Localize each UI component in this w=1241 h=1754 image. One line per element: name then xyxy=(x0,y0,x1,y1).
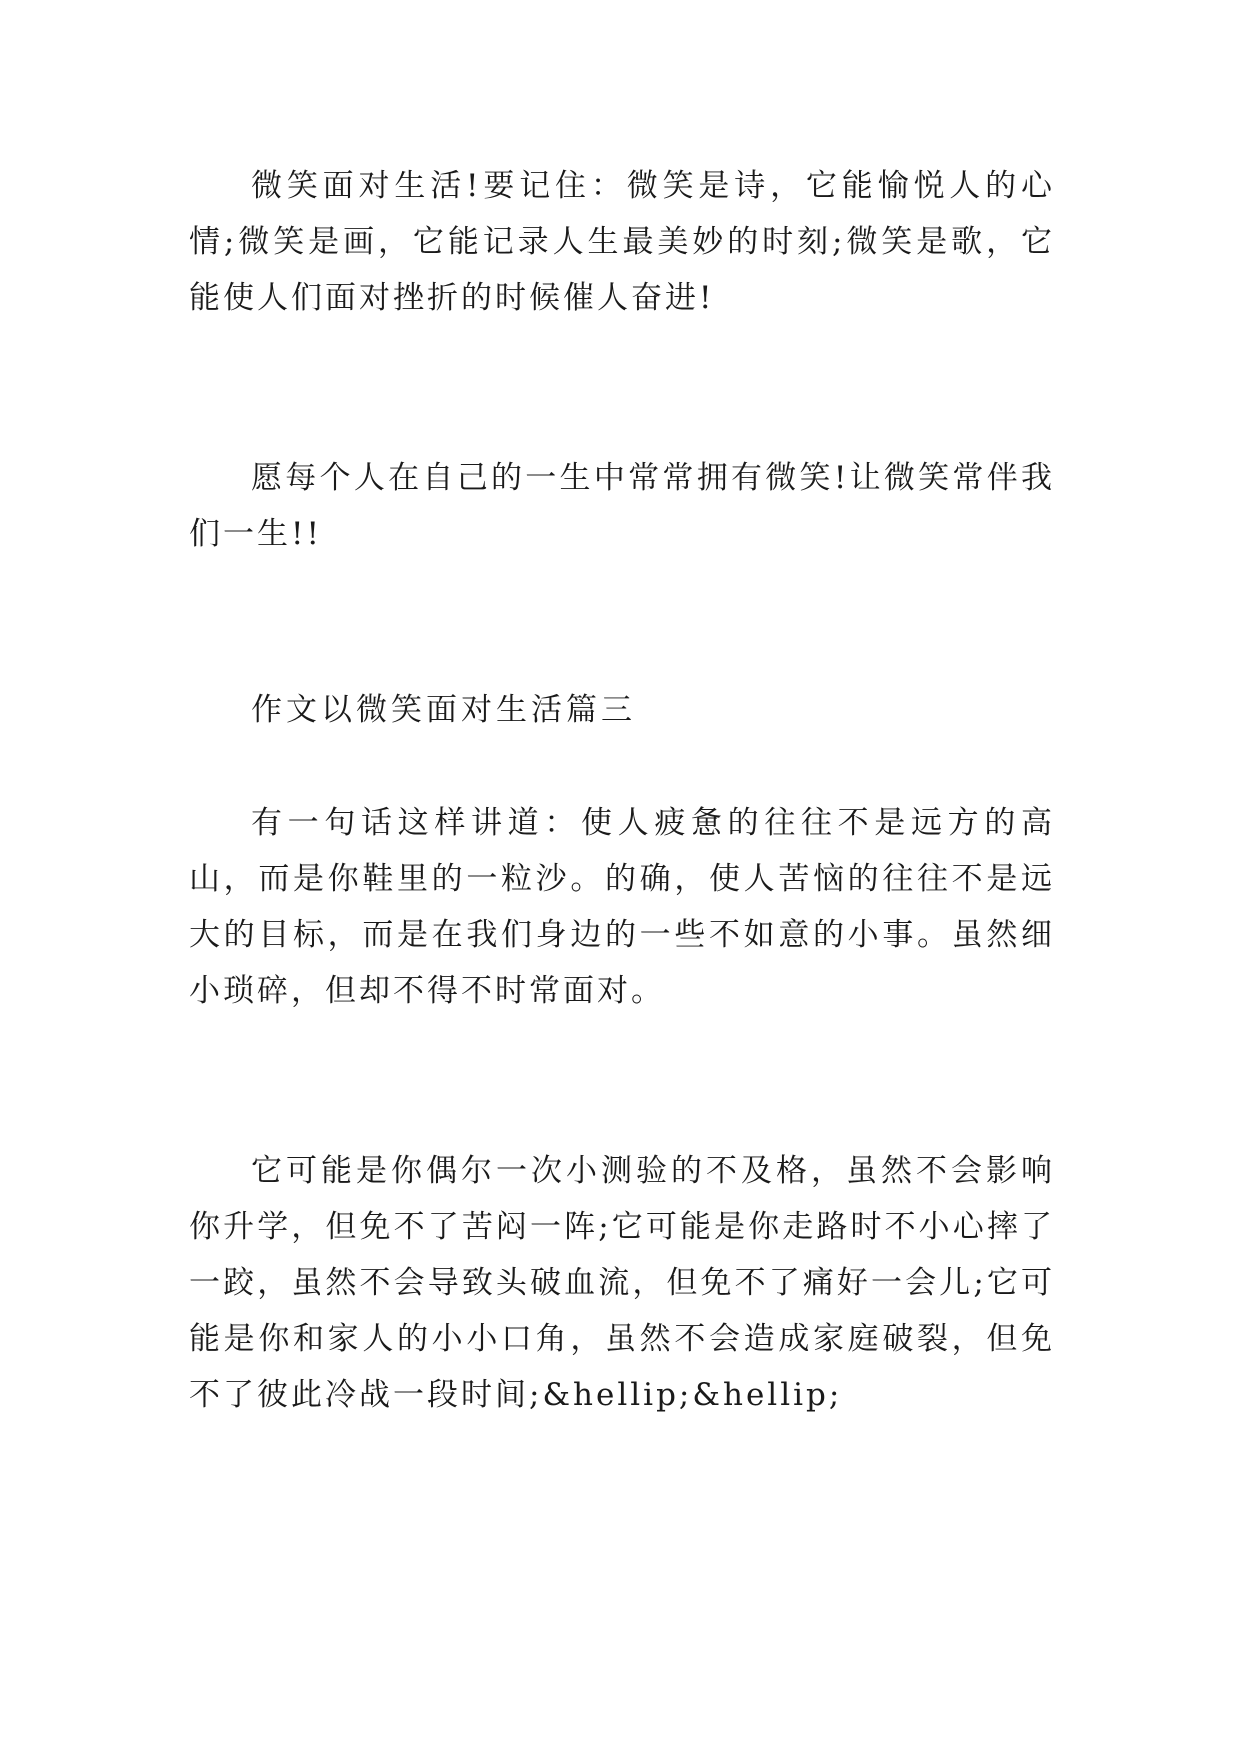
section-heading: 作文以微笑面对生活篇三 xyxy=(251,692,636,728)
paragraph-wish: 愿每个人在自己的一生中常常拥有微笑!让微笑常伴我们一生!! xyxy=(189,460,1055,552)
paragraph-examples: 它可能是你偶尔一次小测验的不及格，虽然不会影响你升学，但免不了苦闷一阵;它可能是你走路时不小心摔了一跤，虽然不会导致头破血流，但免不了痛好一会儿;它可能是你和家人的小小口角，虽然不会造成家庭破裂，但免不了彼此冷战一段时间;&hellip;&hellip; xyxy=(189,1153,1055,1413)
paragraph-smile-poem: 微笑面对生活!要记住：微笑是诗，它能愉悦人的心情;微笑是画，它能记录人生最美妙的时刻;微笑是歌，它能使人们面对挫折的时候催人奋进! xyxy=(189,168,1055,316)
paragraph-saying: 有一句话这样讲道：使人疲惫的往往不是远方的高山，而是你鞋里的一粒沙。的确，使人苦恼的往往不是远大的目标，而是在我们身边的一些不如意的小事。虽然细小琐碎，但却不得不时常面对。 xyxy=(189,805,1055,1009)
